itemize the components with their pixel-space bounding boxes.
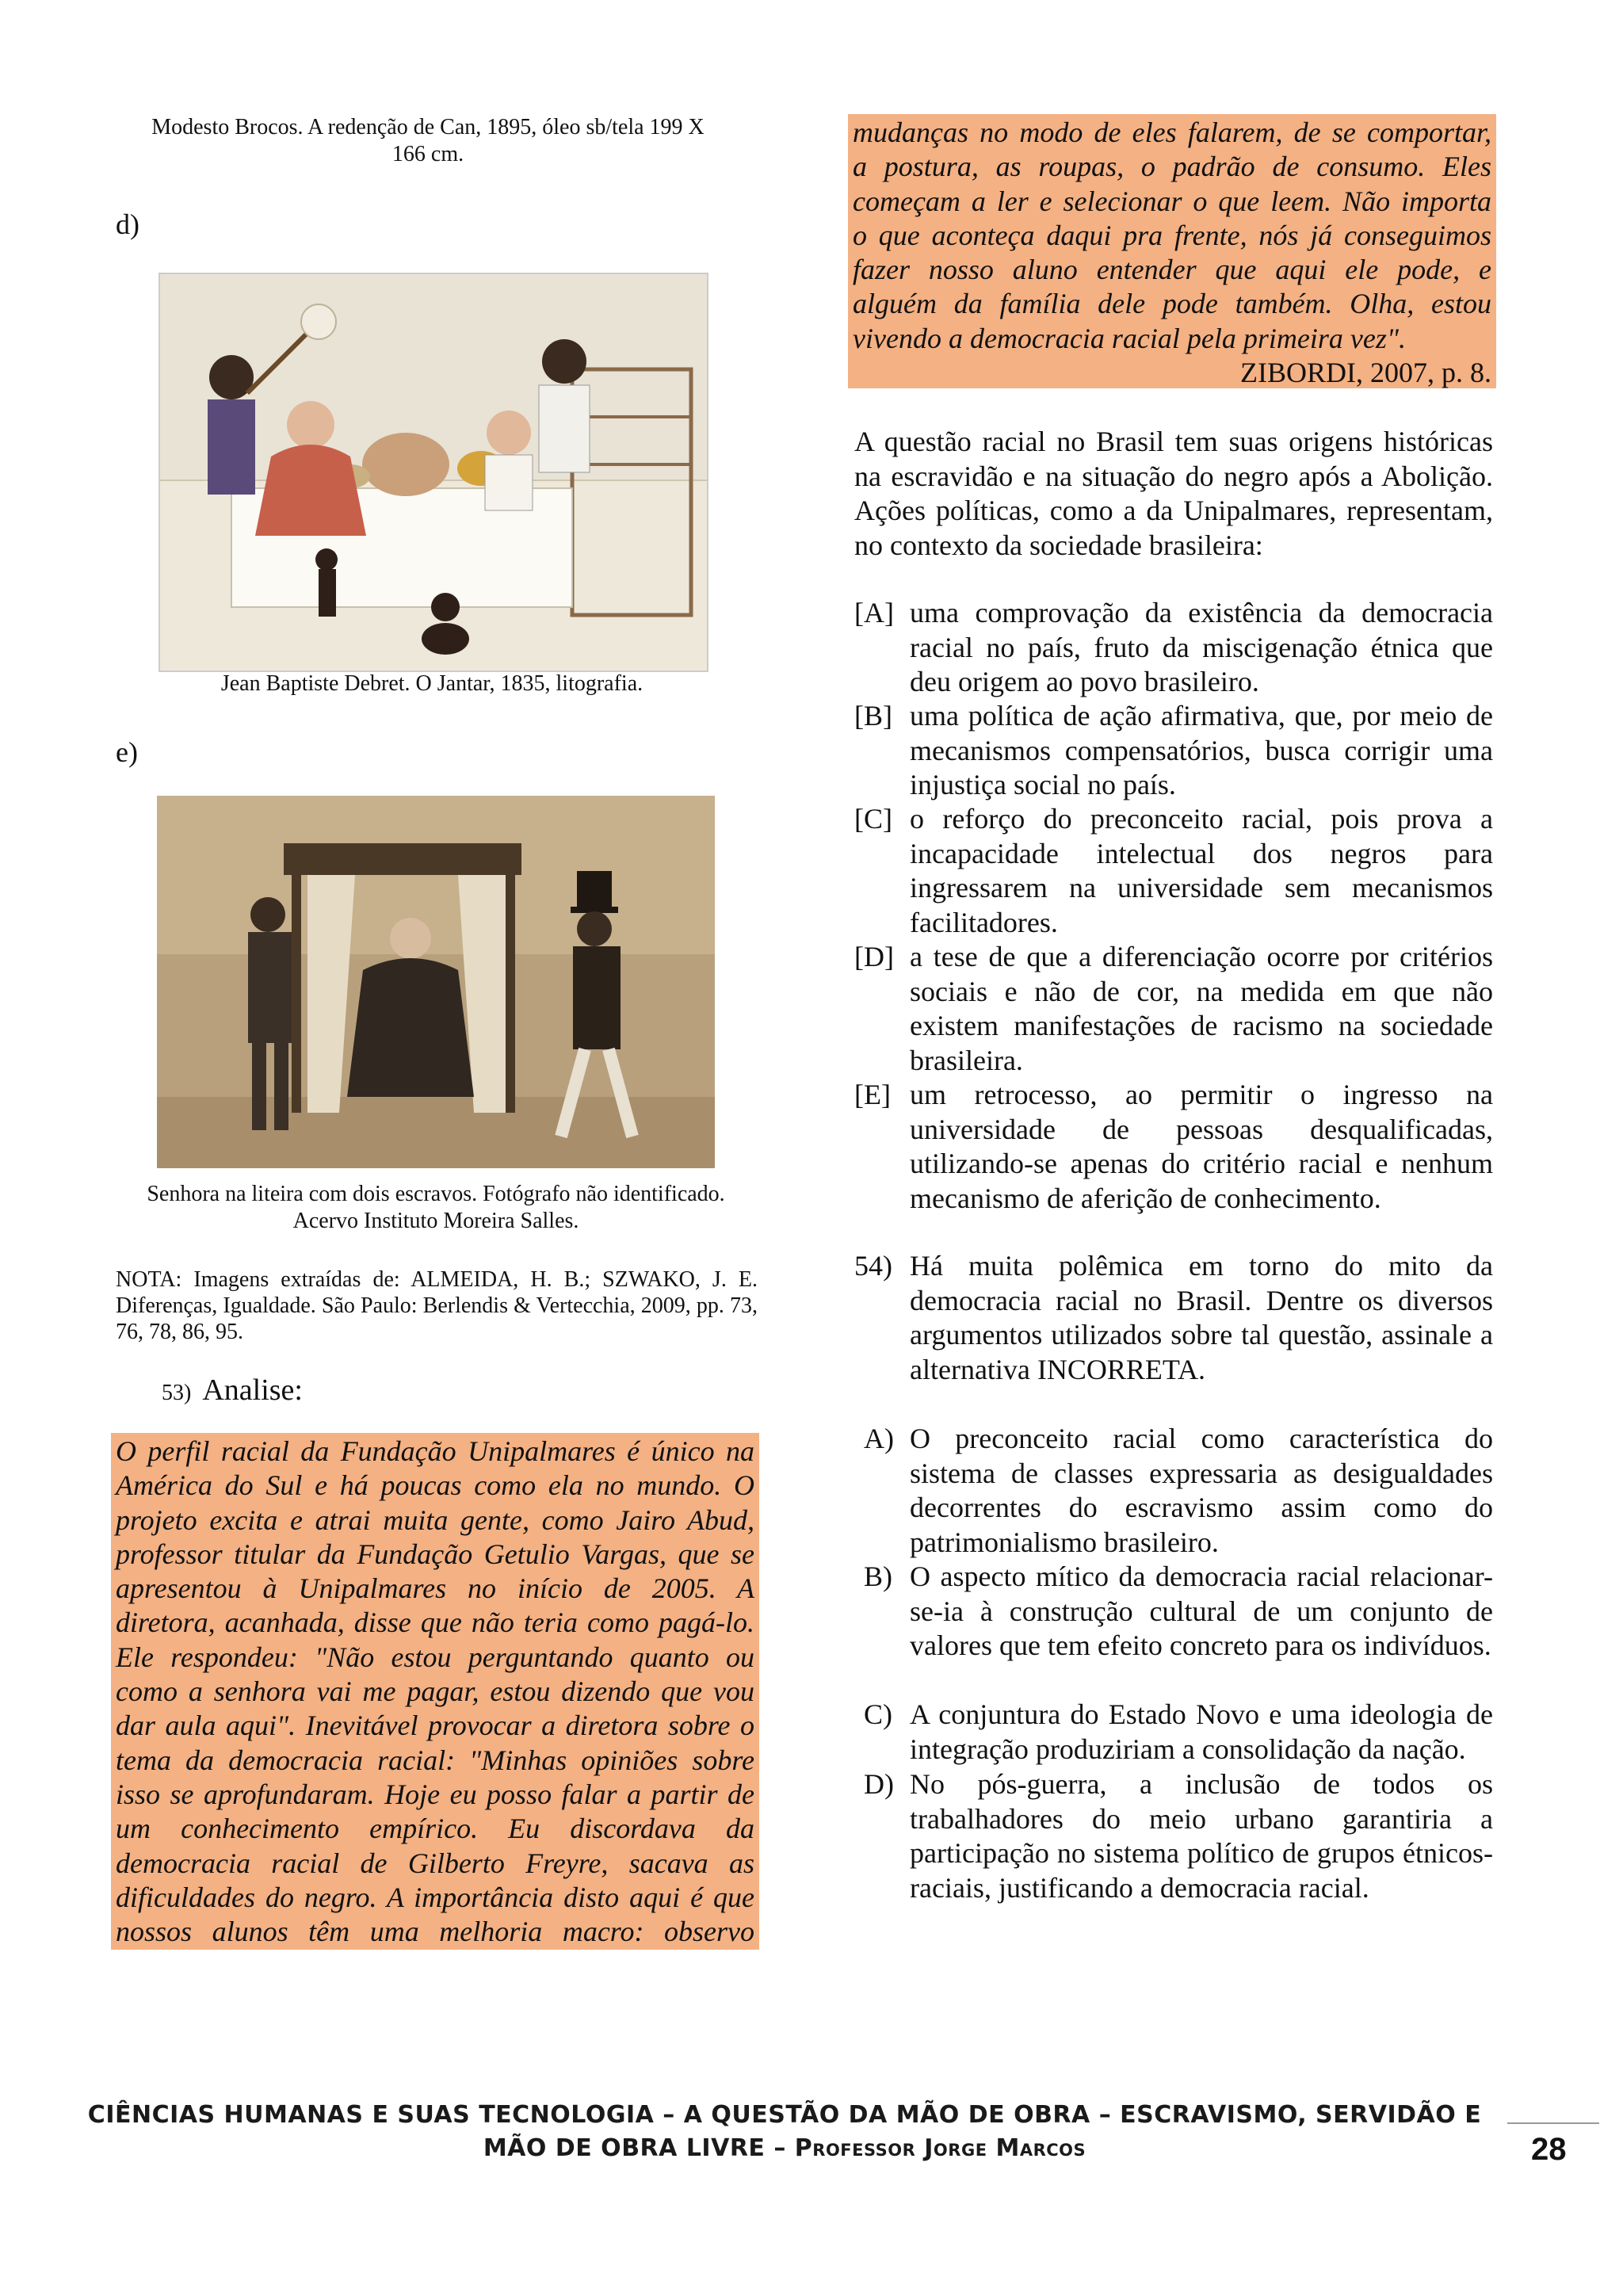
question-53-number: 53): [162, 1381, 192, 1405]
option-text: No pós-guerra, a inclusão de todos os trabalhadores do meio urbano garantiria a participação no sistema político de grupos étnicos-raciais, justificando a democracia racial.: [910, 1768, 1493, 1904]
quote-line: professor titular da Fundação Getulio Vargas, que se: [116, 1538, 754, 1570]
quote-line: mudanças no modo de eles falarem, de se comportar,: [853, 117, 1491, 148]
question-54-stem: Há muita polêmica em torno do mito da democracia racial no Brasil. Dentre os diversos argumentos utilizados sobre tal questão, assinale a alternativa INCORRETA.: [910, 1250, 1493, 1385]
senhora-liteira-photo: [157, 796, 715, 1168]
option-text: uma comprovação da existência da democracia racial no país, fruto da miscigenação étnica que deu origem ao povo brasileiro.: [910, 597, 1493, 697]
quote-box-left: [111, 1433, 759, 1950]
option-label: C): [864, 1698, 892, 1730]
caption-brocos: [111, 114, 745, 168]
quote-source: ZIBORDI, 2007, p. 8.: [1240, 357, 1491, 389]
question-53-label: Analise:: [202, 1373, 303, 1407]
quote-line: como a senhora vai me pagar, estou dizendo que vou: [116, 1675, 754, 1708]
quote-line: fazer nosso aluno entender que aqui ele pode, e: [853, 254, 1491, 286]
option-label: [E]: [854, 1079, 891, 1110]
option-text: O preconceito racial como característica do sistema de classes expressaria as desigualdades decorrentes do escravismo assim como do patrimonialismo brasileiro.: [910, 1423, 1493, 1558]
option-label: [C]: [854, 803, 892, 835]
option-text: um retrocesso, ao permitir o ingresso na universidade de pessoas desqualificadas, utilizando-se apenas do critério racial e nenhum mecanismo de aferição de conhecimento.: [910, 1079, 1493, 1214]
question-53-heading: [162, 1373, 303, 1408]
quote-line: dificuldades do negro. A importância disto aqui é que: [116, 1881, 754, 1913]
page-number-rule: [1507, 2122, 1599, 2124]
quote-line: começam a ler e selecionar o que leem. Não importa: [853, 185, 1491, 217]
quote-line: apresentou à Unipalmares no início de 2005. A: [116, 1572, 754, 1605]
question-53-stem: A questão racial no Brasil tem suas origens históricas na escravidão e na situação do negro após a Abolição. Ações políticas, como a da Unipalmares, representam, no contexto da sociedade brasileira:: [854, 426, 1493, 561]
footer-author: Professor Jorge Marcos: [794, 2134, 1086, 2162]
question-54-number: 54): [854, 1250, 892, 1282]
page-number: 28: [1531, 2132, 1567, 2167]
quote-line: a postura, as roupas, o padrão de consumo. Eles: [853, 151, 1491, 183]
option-text: A conjuntura do Estado Novo e uma ideologia de integração produziriam a consolidação da nação.: [910, 1698, 1493, 1765]
option-text: O aspecto mítico da democracia racial relacionar-se-ia à construção cultural de um conjunto de valores que tem efeito concreto para os indivíduos.: [910, 1561, 1493, 1661]
option-label: D): [864, 1768, 894, 1800]
quote-line: democracia racial de Gilberto Freyre, sacava as: [116, 1847, 754, 1879]
quote-box-right: [848, 114, 1496, 388]
debret-o-jantar-image: [158, 273, 708, 672]
caption-photo: [111, 1181, 761, 1235]
quote-line: O perfil racial da Fundação Unipalmares é único na: [116, 1435, 754, 1467]
quote-line: o que aconteça daqui pra frente, nós já conseguimos: [853, 219, 1491, 251]
caption-debret: Jean Baptiste Debret. O Jantar, 1835, litografia.: [220, 671, 643, 696]
footer-line1: CIÊNCIAS HUMANAS E SUAS TECNOLOGIA – A QUESTÃO DA MÃO DE OBRA – ESCRAVISMO, SERVIDÃO E: [87, 2101, 1482, 2129]
quote-line: nossos alunos têm uma melhoria macro: observo: [116, 1916, 754, 1948]
caption-photo-line1: Senhora na liteira com dois escravos. Fotógrafo não identificado.: [147, 1182, 725, 1206]
quote-line: projeto excita e atrai muita gente, como Jairo Abud,: [116, 1503, 754, 1536]
option-label: [D]: [854, 941, 894, 972]
footer-line2-main: MÃO DE OBRA LIVRE –: [483, 2134, 795, 2162]
caption-brocos-line2: 166 cm.: [391, 142, 464, 166]
footer-line2: [79, 2132, 1490, 2165]
page-footer: [79, 2099, 1490, 2165]
quote-line: tema da democracia racial: "Minhas opiniões sobre: [116, 1744, 754, 1776]
option-label: [A]: [854, 597, 894, 628]
option-text: uma política de ação afirmativa, que, por meio de mecanismos compensatórios, busca corrigir uma injustiça social no país.: [910, 700, 1493, 800]
quote-line: vivendo a democracia racial pela primeira vez".: [853, 322, 1406, 354]
caption-brocos-line1: Modesto Brocos. A redenção de Can, 1895, óleo sb/tela 199 X: [151, 115, 705, 139]
option-letter-e: e): [116, 736, 138, 768]
caption-photo-line2: Acervo Instituto Moreira Salles.: [292, 1209, 579, 1233]
quote-line: América do Sul e há poucas como ela no mundo. O: [116, 1469, 754, 1502]
option-letter-d: d): [116, 208, 139, 240]
option-text: a tese de que a diferenciação ocorre por critérios sociais e não de cor, na medida em que não existem manifestações de racismo na sociedade brasileira.: [910, 941, 1493, 1076]
quote-line: um conhecimento empírico. Eu discordava da: [116, 1813, 754, 1845]
option-label: [B]: [854, 700, 892, 732]
option-label: B): [864, 1561, 892, 1592]
quote-line: diretora, acanhada, disse que não teria como pagá-lo.: [116, 1606, 754, 1639]
quote-line: dar aula aqui". Inevitável provocar a diretora sobre o: [116, 1710, 754, 1742]
quote-line: alguém da família dele pode também. Olha, estou: [853, 288, 1491, 320]
quote-line: Ele respondeu: "Não estou perguntando quanto ou: [116, 1641, 754, 1673]
option-label: A): [864, 1423, 894, 1454]
image-source-note: NOTA: Imagens extraídas de: ALMEIDA, H. B.; SZWAKO, J. E. Diferenças, Igualdade. São Paulo: Berlendis & Vertecchia, 2009, pp. 73, 76, 78, 86, 95.: [116, 1267, 758, 1344]
option-text: o reforço do preconceito racial, pois prova a incapacidade intelectual dos negros para ingressarem na universidade sem mecanismos facilitadores.: [910, 803, 1493, 938]
quote-line: isso se aprofundaram. Hoje eu posso falar a partir de: [116, 1778, 754, 1810]
